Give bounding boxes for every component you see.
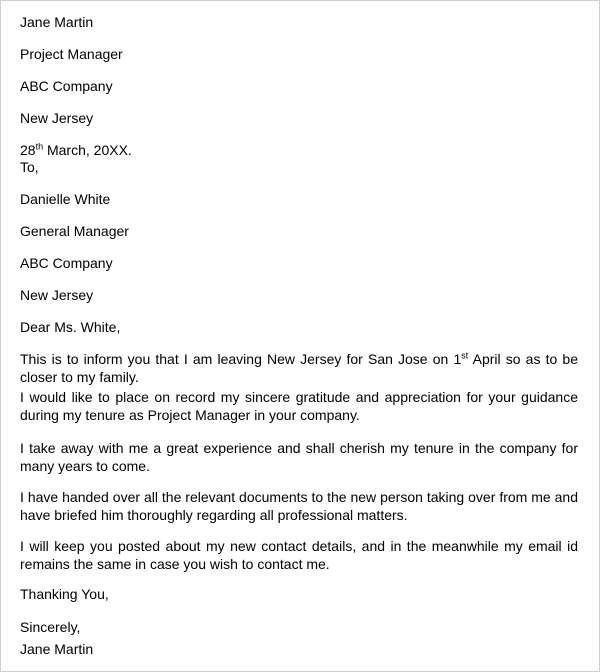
recipient-title: General Manager	[20, 223, 129, 239]
sender-location: New Jersey	[20, 110, 94, 126]
sender-company: ABC Company	[20, 78, 113, 94]
closing-valediction: Sincerely,	[20, 619, 81, 635]
body-paragraph-1	[20, 350, 578, 386]
to-label: To,	[20, 159, 39, 175]
body-paragraph-3: I take away with me a great experience and shall cherish my tenure in the company for many years to come.	[20, 440, 578, 474]
salutation: Dear Ms. White,	[20, 319, 121, 335]
body-paragraph-4: I have handed over all the relevant documents to the new person taking over from me and have briefed him thoroughly regarding all professional matters.	[20, 489, 578, 523]
body-paragraph-2: I would like to place on record my sincere gratitude and appreciation for your guidance during my tenure as Project Manager in your company.	[20, 389, 578, 423]
date-day-suffix: th	[35, 141, 44, 152]
signature-name: Jane Martin	[20, 641, 94, 657]
closing-thanks: Thanking You,	[20, 586, 109, 602]
p1-suffix: st	[461, 350, 469, 361]
sender-name: Jane Martin	[20, 14, 94, 30]
date-rest: March, 20XX.	[43, 142, 132, 158]
recipient-name: Danielle White	[20, 191, 111, 207]
date-day: 28	[20, 142, 36, 158]
p1-before: This is to inform you that I am leaving New Jersey for San Jose on 1	[20, 351, 462, 367]
sender-title: Project Manager	[20, 46, 123, 62]
recipient-company: ABC Company	[20, 255, 113, 271]
body-paragraph-5: I will keep you posted about my new contact details, and in the meanwhile my email id remains the same in case you wish to contact me.	[20, 538, 578, 572]
p1-after: April so as to be closer to my family.	[20, 351, 578, 385]
recipient-location: New Jersey	[20, 287, 94, 303]
letter-date	[20, 141, 132, 159]
